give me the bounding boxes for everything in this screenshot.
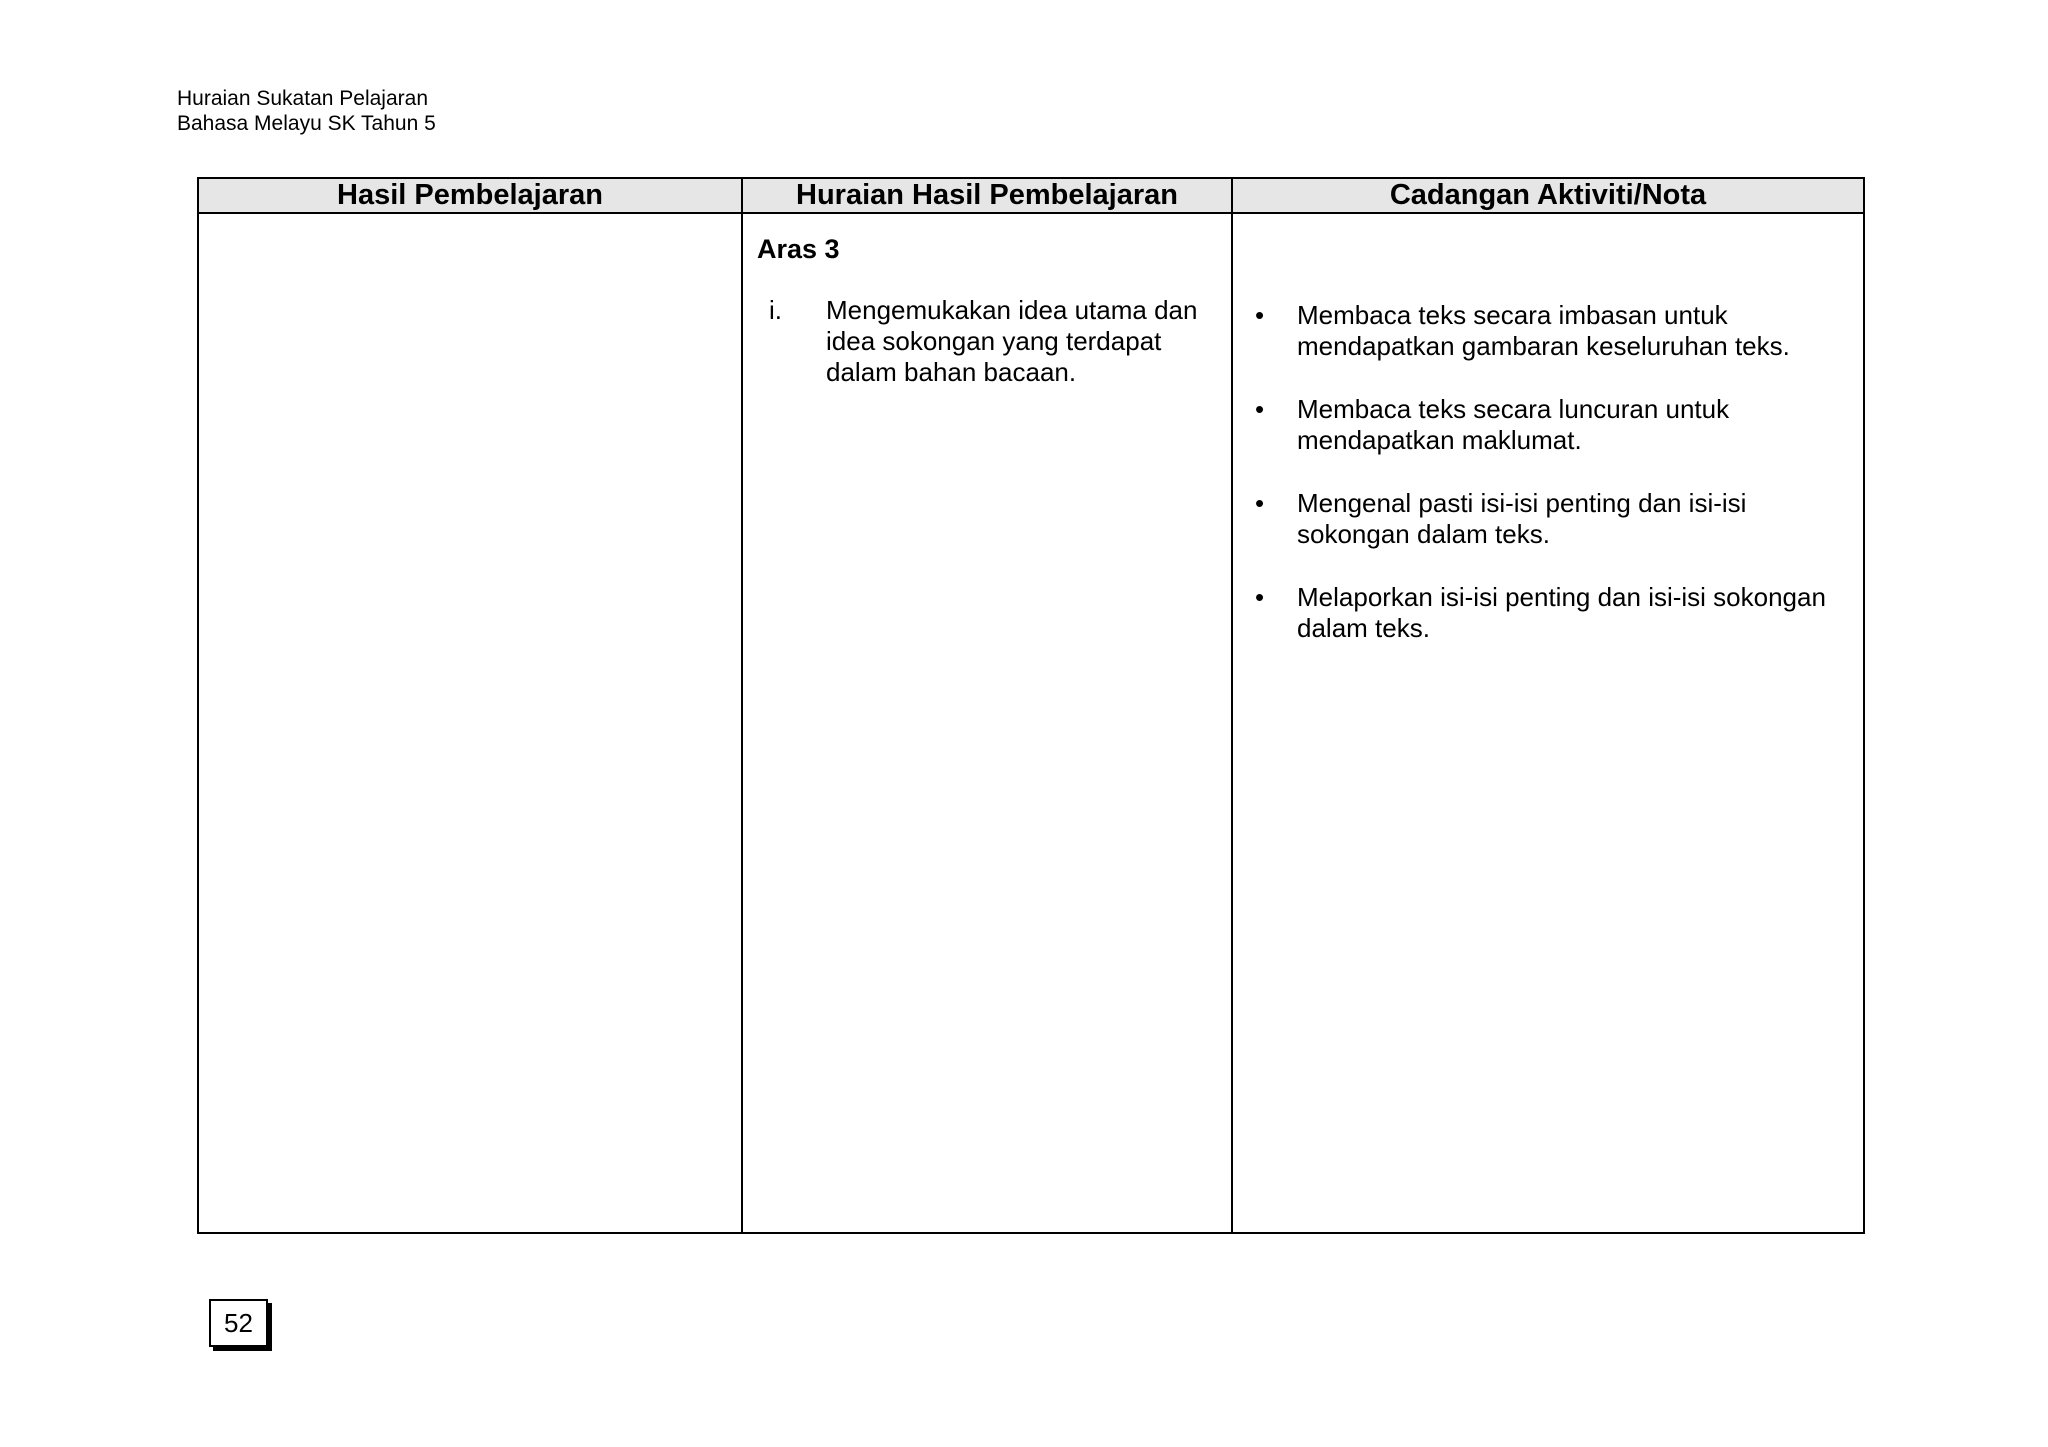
list-item	[1251, 488, 1851, 550]
activity-list	[1251, 300, 1851, 676]
item-number: i.	[769, 295, 782, 325]
column-header-hasil: Hasil Pembelajaran	[198, 178, 742, 213]
column-header-cadangan: Cadangan Aktiviti/Nota	[1232, 178, 1864, 213]
bullet-icon: •	[1255, 300, 1265, 330]
activity-text: Melaporkan isi-isi penting dan isi-isi sokongan dalam teks.	[1297, 582, 1826, 643]
list-item	[1251, 394, 1851, 456]
item-text: Mengemukakan idea utama dan idea sokongan yang terdapat dalam bahan bacaan.	[826, 295, 1198, 387]
bullet-icon: •	[1255, 488, 1265, 518]
level-heading: Aras 3	[757, 234, 840, 264]
list-item	[1251, 300, 1851, 362]
activity-text: Mengenal pasti isi-isi penting dan isi-isi sokongan dalam teks.	[1297, 488, 1747, 549]
activity-text: Membaca teks secara luncuran untuk mendapatkan maklumat.	[1297, 394, 1730, 455]
page-number: 52	[209, 1299, 268, 1347]
header-title: Huraian Sukatan Pelajaran	[177, 87, 428, 110]
table-row	[198, 213, 1864, 1233]
bullet-icon: •	[1255, 394, 1265, 424]
document-header	[177, 86, 436, 136]
table-header-row	[198, 178, 1864, 213]
column-header-huraian: Huraian Hasil Pembelajaran	[742, 178, 1232, 213]
bullet-icon: •	[1255, 582, 1265, 612]
list-item	[1251, 582, 1851, 644]
cell-huraian	[742, 213, 1232, 1233]
header-subtitle: Bahasa Melayu SK Tahun 5	[177, 112, 436, 135]
cell-hasil-pembelajaran	[198, 213, 742, 1233]
cell-cadangan-aktiviti	[1232, 213, 1864, 1233]
activity-text: Membaca teks secara imbasan untuk mendapatkan gambaran keseluruhan teks.	[1297, 300, 1790, 361]
syllabus-table	[197, 177, 1865, 1234]
